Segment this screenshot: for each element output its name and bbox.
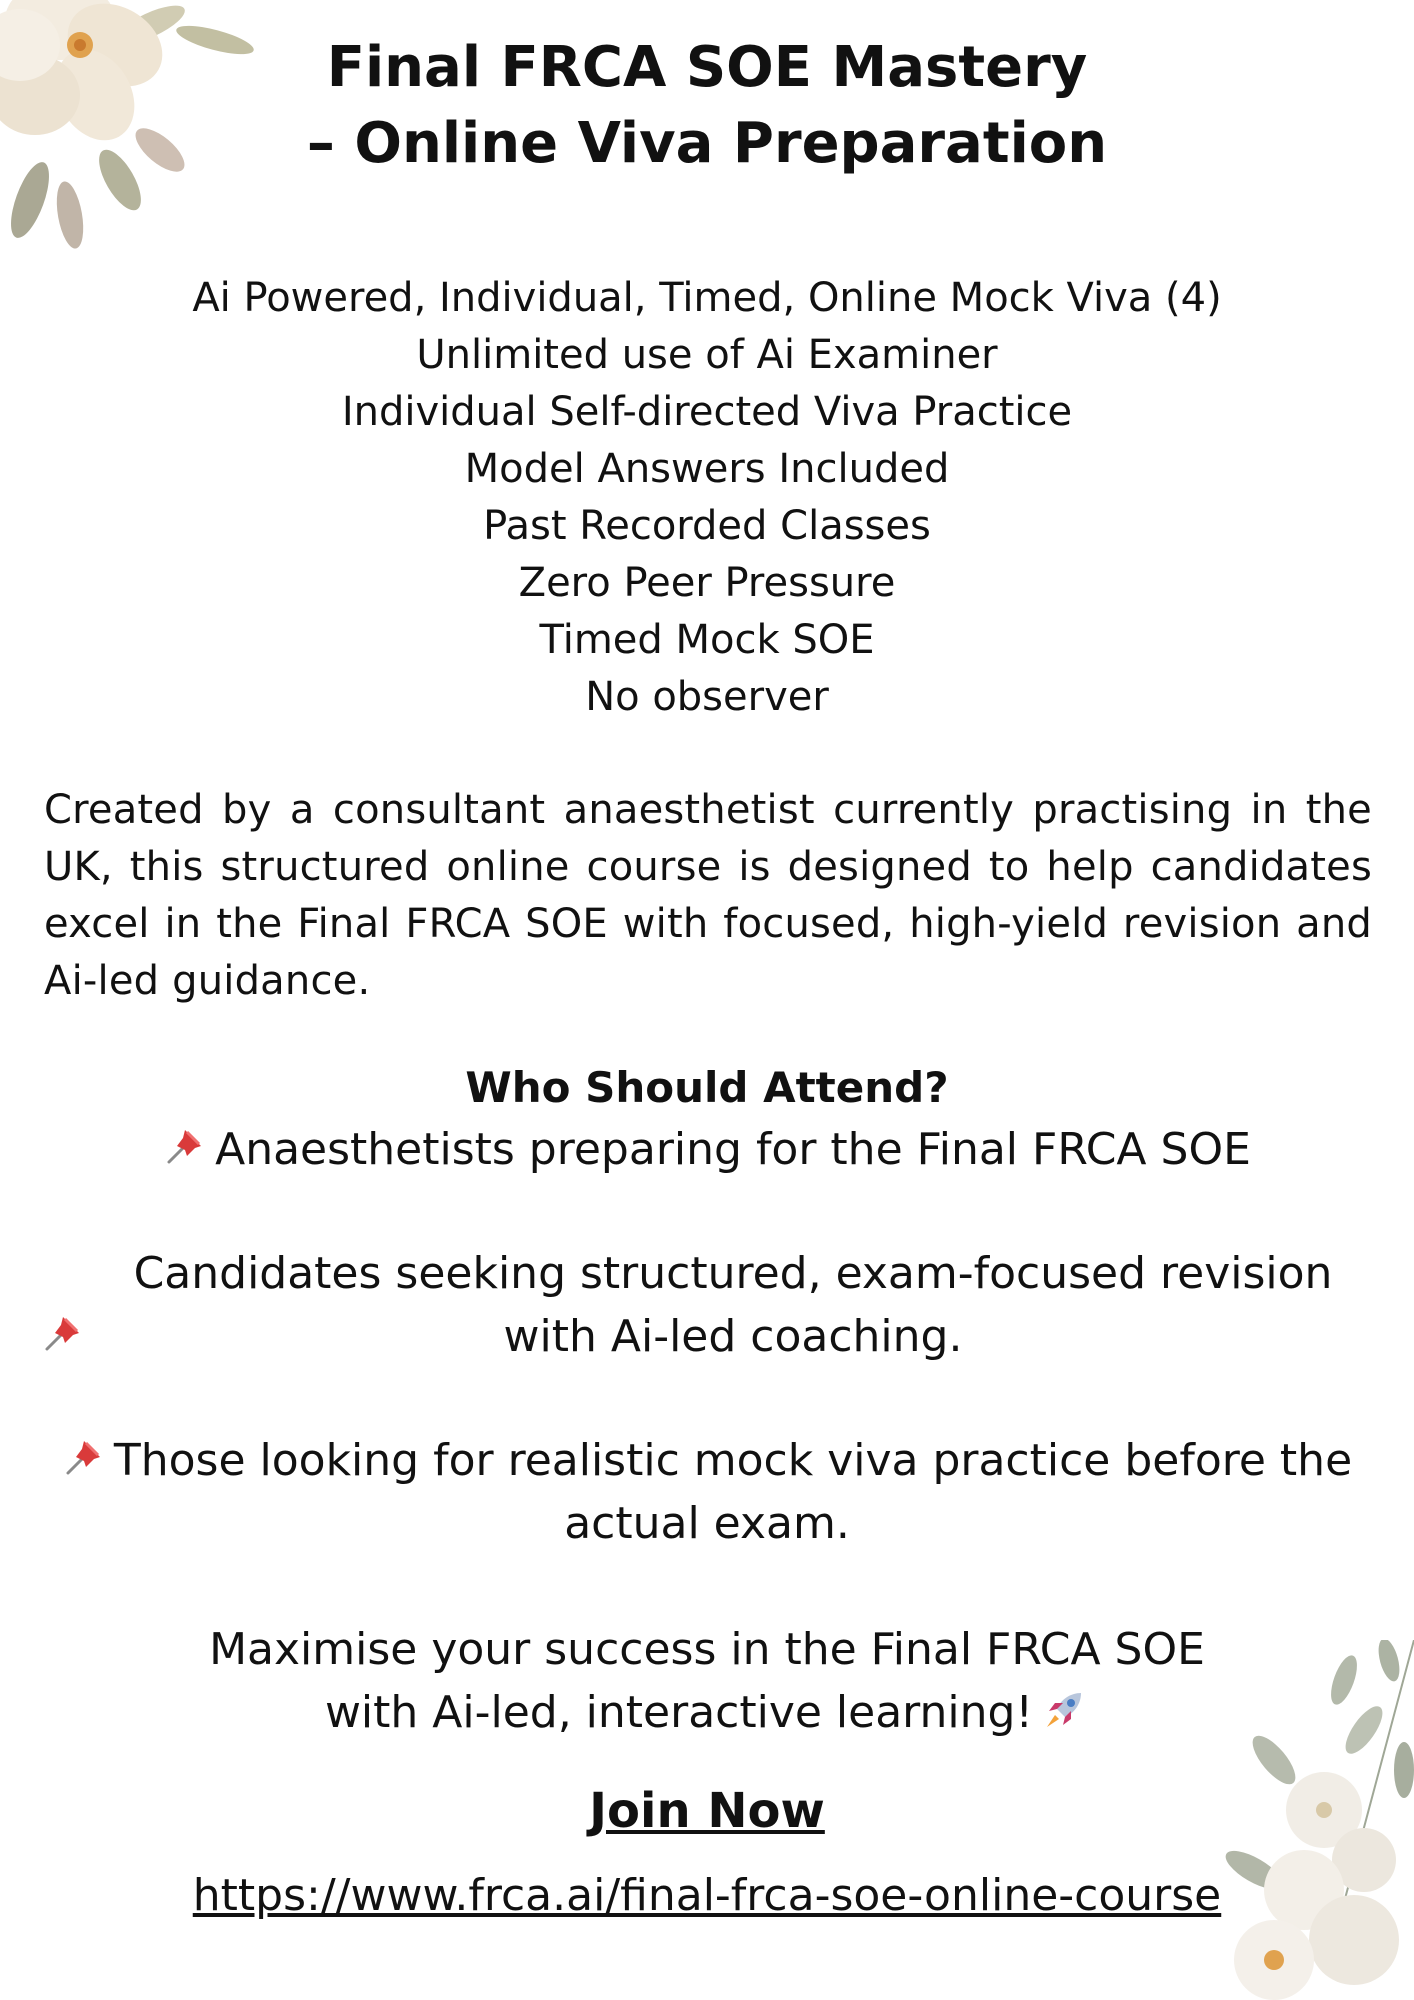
feature-item: Timed Mock SOE [539, 617, 875, 663]
title-line-2: – Online Viva Preparation [306, 111, 1108, 176]
feature-item: Model Answers Included [464, 446, 950, 492]
feature-item: Zero Peer Pressure [518, 560, 896, 606]
course-description: Created by a consultant anaesthetist currently practising in the UK, this structured online course is designed to help candidates excel in the Final FRCA SOE with focused, high-yield revision and Ai-led guidance. [44, 787, 1372, 1004]
feature-item: No observer [585, 674, 829, 720]
closing-line-2-text: with Ai-led, interactive learning! [324, 1687, 1034, 1738]
feature-item: Ai Powered, Individual, Timed, Online Mock Viva (4) [192, 275, 1222, 321]
feature-item: Unlimited use of Ai Examiner [416, 332, 998, 378]
rocket-icon [1041, 1685, 1089, 1733]
closing-line-1: Maximise your success in the Final FRCA SOE [209, 1624, 1205, 1675]
attend-heading: Who Should Attend? [465, 1063, 949, 1112]
course-url-link[interactable]: https://www.frca.ai/final-frca-soe-online-course [192, 1870, 1222, 1921]
closing-line-2 [0, 1681, 1414, 1744]
attend-list [0, 1118, 1414, 1555]
feature-item: Past Recorded Classes [483, 503, 931, 549]
pushpin-icon [41, 1311, 85, 1355]
attend-item-text: Those looking for realistic mock viva practice before the actual exam. [113, 1435, 1353, 1549]
feature-item: Individual Self-directed Viva Practice [341, 389, 1073, 435]
join-now-link[interactable]: Join Now [589, 1783, 825, 1839]
attend-item [0, 1429, 1414, 1555]
feature-list [0, 270, 1414, 726]
pushpin-icon [163, 1124, 207, 1168]
page-title [0, 30, 1414, 182]
attend-item [0, 1242, 1414, 1368]
title-line-1: Final FRCA SOE Mastery [326, 35, 1088, 100]
attend-item-text: Candidates seeking structured, exam-focused revision with Ai-led coaching. [133, 1248, 1333, 1362]
closing-message [0, 1618, 1414, 1744]
attend-item [0, 1118, 1414, 1181]
attend-item-text: Anaesthetists preparing for the Final FRCA SOE [215, 1124, 1251, 1175]
pushpin-icon [62, 1435, 106, 1479]
